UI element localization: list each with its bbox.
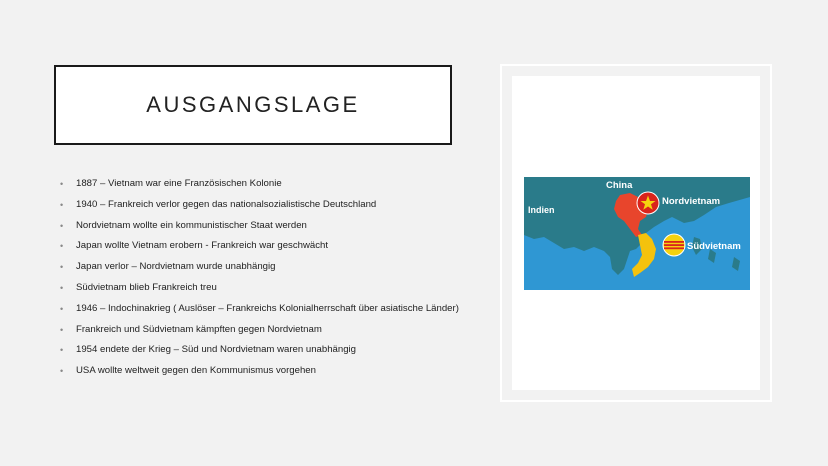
bullet-text: Südvietnam blieb Frankreich treu bbox=[76, 281, 217, 293]
map-label-north-vietnam: Nordvietnam bbox=[662, 196, 721, 207]
bullet-dot: • bbox=[60, 199, 64, 210]
south-vietnam-flag-icon bbox=[663, 234, 685, 256]
bullet-text: 1887 – Vietnam war eine Französischen Kolonie bbox=[76, 178, 282, 189]
slide-title: AUSGANGSLAGE bbox=[146, 92, 360, 117]
bullet-item bbox=[60, 344, 460, 356]
bullet-text: Japan wollte Vietnam erobern - Frankreich war geschwächt bbox=[76, 240, 329, 252]
bullet-dot: • bbox=[60, 179, 64, 189]
bullet-dot: • bbox=[60, 345, 64, 356]
bullet-item bbox=[60, 261, 460, 273]
bullet-dot: • bbox=[60, 303, 64, 314]
bullet-text: Japan verlor – Nordvietnam wurde unabhängig bbox=[76, 261, 276, 273]
bullet-text: Nordvietnam wollte ein kommunistischer Staat werden bbox=[76, 219, 307, 231]
bullet-item bbox=[60, 178, 460, 190]
bullet-text: Frankreich und Südvietnam kämpften gegen Nordvietnam bbox=[76, 323, 322, 335]
vietnam-map bbox=[524, 177, 750, 290]
bullet-dot: • bbox=[60, 241, 64, 252]
north-vietnam-flag-icon bbox=[637, 192, 659, 214]
bullet-text: USA wollte weltweit gegen den Kommunismus vorgehen bbox=[76, 365, 316, 377]
bullet-dot: • bbox=[60, 262, 64, 273]
map-svg bbox=[524, 177, 750, 290]
bullet-item bbox=[60, 240, 460, 252]
bullet-item bbox=[60, 365, 460, 377]
bullet-text: 1940 – Frankreich verlor gegen das nationalsozialistische Deutschland bbox=[76, 198, 377, 210]
bullet-dot: • bbox=[60, 220, 64, 231]
title-box bbox=[54, 65, 452, 145]
map-label-south-vietnam: Südvietnam bbox=[687, 241, 741, 252]
bullet-item bbox=[60, 303, 460, 315]
bullet-item bbox=[60, 199, 460, 211]
bullet-text: 1946 – Indochinakrieg ( Auslöser – Frankreichs Kolonialherrschaft über asiatische Länder) bbox=[76, 302, 459, 314]
bullet-dot: • bbox=[60, 324, 64, 335]
bullet-text: 1954 endete der Krieg – Süd und Nordvietnam waren unabhängig bbox=[76, 344, 357, 356]
bullet-dot: • bbox=[60, 366, 64, 377]
bullet-dot: • bbox=[60, 282, 64, 293]
bullet-item bbox=[60, 282, 460, 294]
bullet-item bbox=[60, 324, 460, 336]
map-label-india: Indien bbox=[528, 205, 555, 215]
bullet-list bbox=[60, 178, 460, 386]
map-label-china: China bbox=[606, 180, 633, 191]
bullet-item bbox=[60, 220, 460, 232]
